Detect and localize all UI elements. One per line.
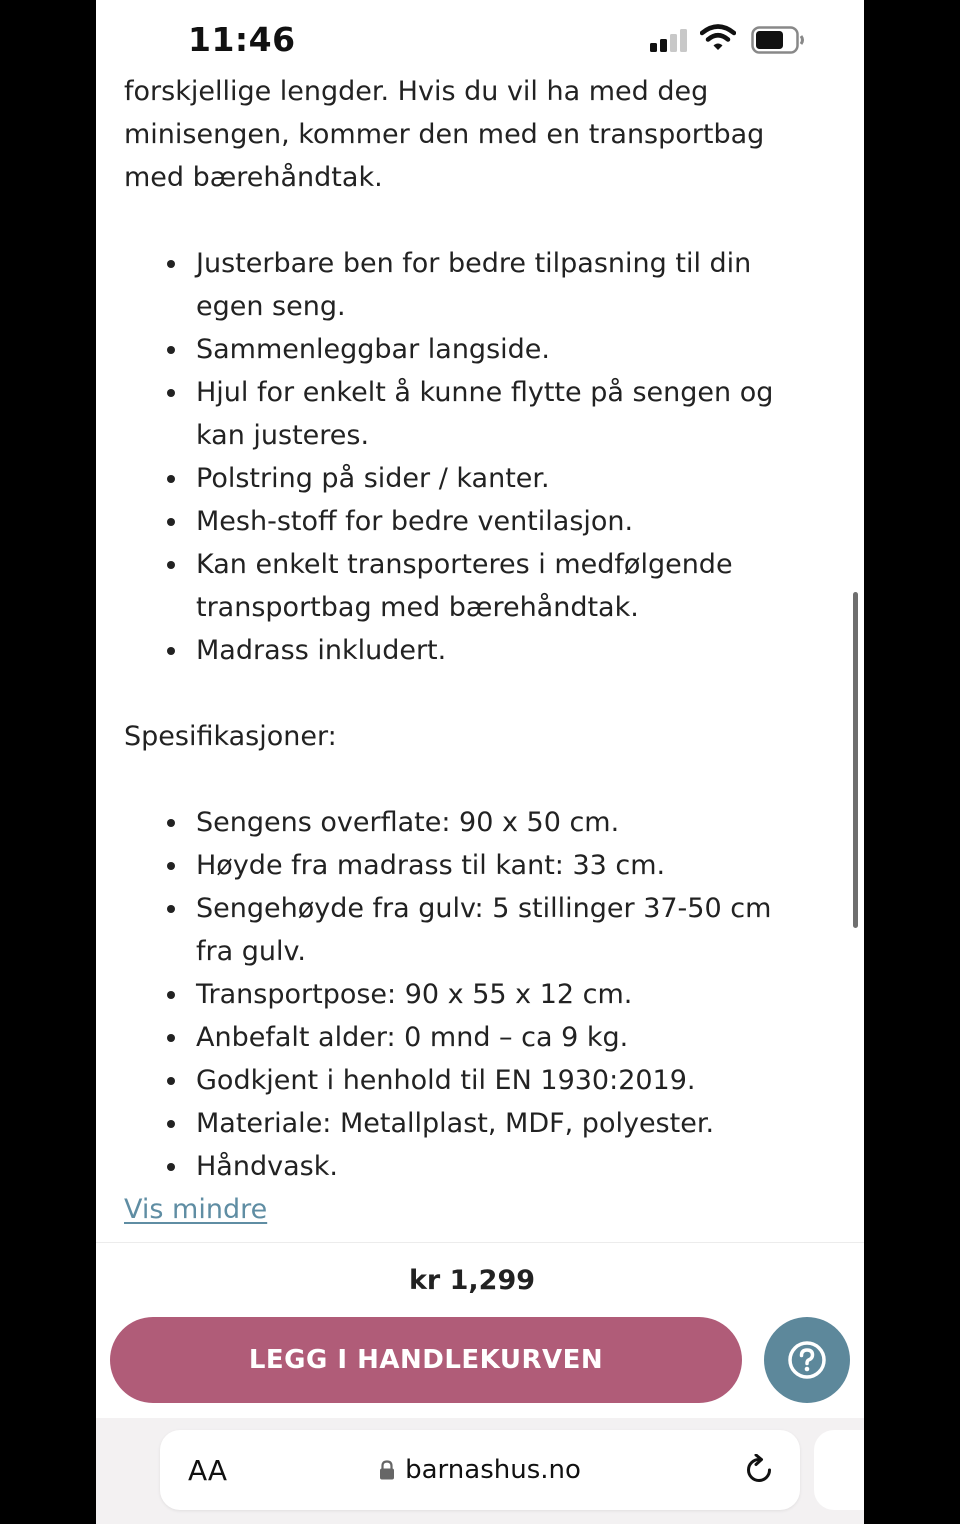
list-item: Høyde fra madrass til kant: 33 cm. bbox=[124, 844, 814, 887]
browser-toolbar bbox=[96, 1418, 864, 1524]
list-item: Polstring på sider / kanter. bbox=[124, 457, 814, 500]
list-item: Transportpose: 90 x 55 x 12 cm. bbox=[124, 973, 814, 1016]
text-size-button[interactable]: AA bbox=[188, 1454, 228, 1487]
product-description bbox=[124, 70, 814, 1231]
phone-screen bbox=[96, 0, 864, 1524]
reload-icon[interactable] bbox=[744, 1454, 776, 1488]
list-item: Håndvask. bbox=[124, 1145, 814, 1188]
status-bar bbox=[96, 0, 864, 78]
next-tab-preview[interactable] bbox=[814, 1430, 864, 1510]
feature-list bbox=[124, 242, 814, 672]
list-item: Madrass inkludert. bbox=[124, 629, 814, 672]
wifi-icon bbox=[700, 24, 736, 52]
help-button[interactable] bbox=[764, 1317, 850, 1403]
status-time: 11:46 bbox=[188, 20, 296, 59]
page-scrollbar[interactable] bbox=[853, 592, 858, 928]
url-domain: barnashus.no bbox=[405, 1455, 581, 1485]
purchase-bar bbox=[96, 1242, 864, 1419]
cellular-signal-icon bbox=[650, 28, 690, 52]
list-item: Materiale: Metallplast, MDF, polyester. bbox=[124, 1102, 814, 1145]
list-item: Sengehøyde fra gulv: 5 stillinger 37-50 cm fra gulv. bbox=[124, 887, 814, 973]
list-item: Mesh-stoff for bedre ventilasjon. bbox=[124, 500, 814, 543]
list-item: Sammenleggbar langside. bbox=[124, 328, 814, 371]
address-bar[interactable] bbox=[160, 1430, 800, 1510]
description-intro: forskjellige lengder. Hvis du vil ha med deg minisengen, kommer den med en transportbag med bærehåndtak. bbox=[124, 76, 765, 193]
battery-icon bbox=[751, 26, 805, 54]
spec-heading: Spesifikasjoner: bbox=[124, 721, 337, 752]
list-item: Justerbare ben for bedre tilpasning til din egen seng. bbox=[124, 242, 814, 328]
show-less-link[interactable]: Vis mindre bbox=[124, 1194, 268, 1225]
list-item: Sengens overflate: 90 x 50 cm. bbox=[124, 801, 814, 844]
question-circle-icon bbox=[787, 1340, 827, 1380]
add-to-cart-button[interactable]: LEGG I HANDLEKURVEN bbox=[110, 1317, 742, 1403]
list-item: Hjul for enkelt å kunne flytte på sengen og kan justeres. bbox=[124, 371, 814, 457]
list-item: Godkjent i henhold til EN 1930:2019. bbox=[124, 1059, 814, 1102]
lock-icon bbox=[379, 1460, 395, 1480]
spec-list bbox=[124, 801, 814, 1188]
product-price: kr 1,299 bbox=[408, 1265, 536, 1296]
list-item: Anbefalt alder: 0 mnd – ca 9 kg. bbox=[124, 1016, 814, 1059]
list-item: Kan enkelt transporteres i medfølgende transportbag med bærehåndtak. bbox=[124, 543, 814, 629]
